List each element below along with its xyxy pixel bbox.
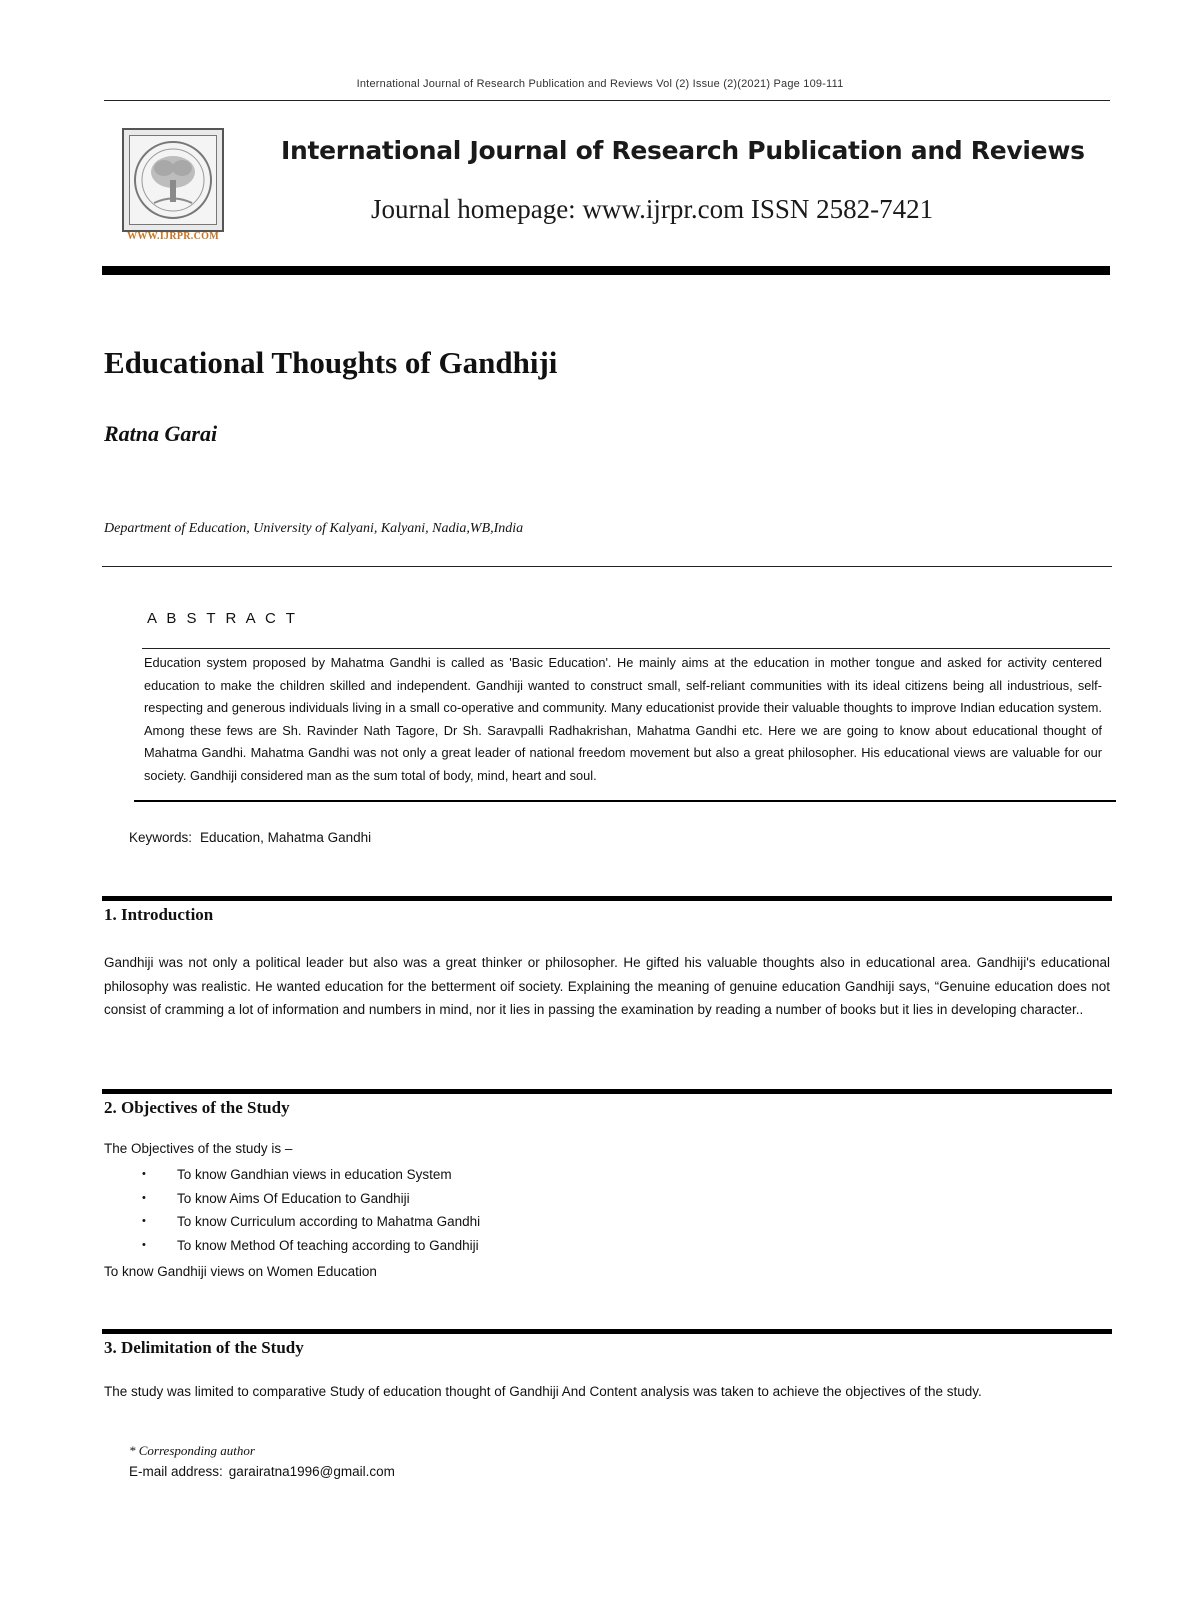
objectives-last-line: To know Gandhiji views on Women Education (104, 1264, 377, 1279)
section-2-rule (102, 1089, 1112, 1094)
journal-name: International Journal of Research Publication and Reviews (281, 136, 1085, 165)
tree-seal-icon (124, 130, 222, 230)
section-heading-objectives: 2. Objectives of the Study (104, 1098, 290, 1117)
keywords (129, 830, 371, 845)
abstract-bottom-rule (134, 800, 1116, 802)
section-heading-delimitation: 3. Delimitation of the Study (104, 1338, 304, 1357)
bullet-icon: • (142, 1215, 146, 1227)
corresponding-author-note: * Corresponding author (129, 1443, 255, 1458)
list-item: • To know Gandhian views in education System (140, 1163, 480, 1187)
email-label: E-mail address: (129, 1464, 223, 1479)
bullet-icon: • (142, 1168, 146, 1180)
email-address: garairatna1996@gmail.com (228, 1464, 395, 1479)
list-item: • To know Method Of teaching according to Gandhiji (140, 1234, 480, 1258)
bullet-icon: • (142, 1238, 146, 1251)
affiliation-rule (102, 566, 1112, 567)
article-title: Educational Thoughts of Gandhiji (104, 345, 558, 380)
list-item: • To know Aims Of Education to Gandhiji (140, 1187, 480, 1211)
section-heading-introduction: 1. Introduction (104, 905, 214, 924)
journal-logo (122, 128, 224, 232)
keywords-label: Keywords: (129, 830, 193, 845)
header-rule (104, 100, 1110, 101)
abstract-top-rule (142, 648, 1110, 649)
masthead-rule (102, 266, 1110, 275)
author-affiliation: Department of Education, University of Kalyani, Kalyani, Nadia,WB,India (104, 521, 524, 536)
bullet-icon: • (142, 1191, 146, 1204)
author-name: Ratna Garai (104, 421, 218, 446)
section-1-rule (102, 896, 1112, 901)
delimitation-text: The study was limited to comparative Study of education thought of Gandhiji And Content analysis was taken to achieve the objectives of the study. (104, 1384, 982, 1399)
running-head: International Journal of Research Publication and Reviews Vol (2) Issue (2)(2021) Page 109-111 (356, 78, 844, 90)
objectives-intro: The Objectives of the study is – (104, 1141, 293, 1156)
abstract-text: Education system proposed by Mahatma Gandhi is called as 'Basic Education'. He mainly aims at the education in mother tongue and asked for activity centered education to make the children skilled and independent. Gandhiji wanted to construct small, self-reliant communities with its ideal citizens being all industrious, self-respecting and generous individuals living in a small co-operative and community. Many educationist provide their valuable thoughts to improve Indian education system. Among these fews are Sh. Ravinder Nath Tagore, Dr Sh. Saravpalli Radhakrishan, Mahatma Gandhi etc. Here we are going to know about educational thought of Mahatma Gandhi. Mahatma Gandhi was not only a great leader of national freedom movement but also a great philosopher. His educational views are valuable for our society. Gandhiji considered man as the sum total of body, mind, heart and soul. (144, 655, 1102, 783)
abstract-heading: A B S T R A C T (147, 610, 298, 627)
list-item: • To know Curriculum according to Mahatma Gandhi (140, 1210, 480, 1234)
keywords-value: Education, Mahatma Gandhi (200, 830, 372, 845)
corresponding-email (129, 1464, 395, 1479)
objectives-list (140, 1163, 480, 1257)
logo-caption: WWW.IJRPR.COM (127, 231, 219, 242)
introduction-text: Gandhiji was not only a political leader but also was a great thinker or philosopher. He gifted his valuable thoughts also in educational area. Gandhiji's educational philosophy was realistic. He wanted education for the betterment oif society. Explaining the meaning of genuine education Gandhiji says, “Genuine education does not consist of cramming a lot of information and numbers in mind, nor it lies in passing the examination by reading a number of books but it lies in developing character.. (104, 955, 1110, 1017)
journal-homepage: Journal homepage: www.ijrpr.com ISSN 2582-7421 (371, 194, 934, 224)
section-3-rule (102, 1329, 1112, 1334)
